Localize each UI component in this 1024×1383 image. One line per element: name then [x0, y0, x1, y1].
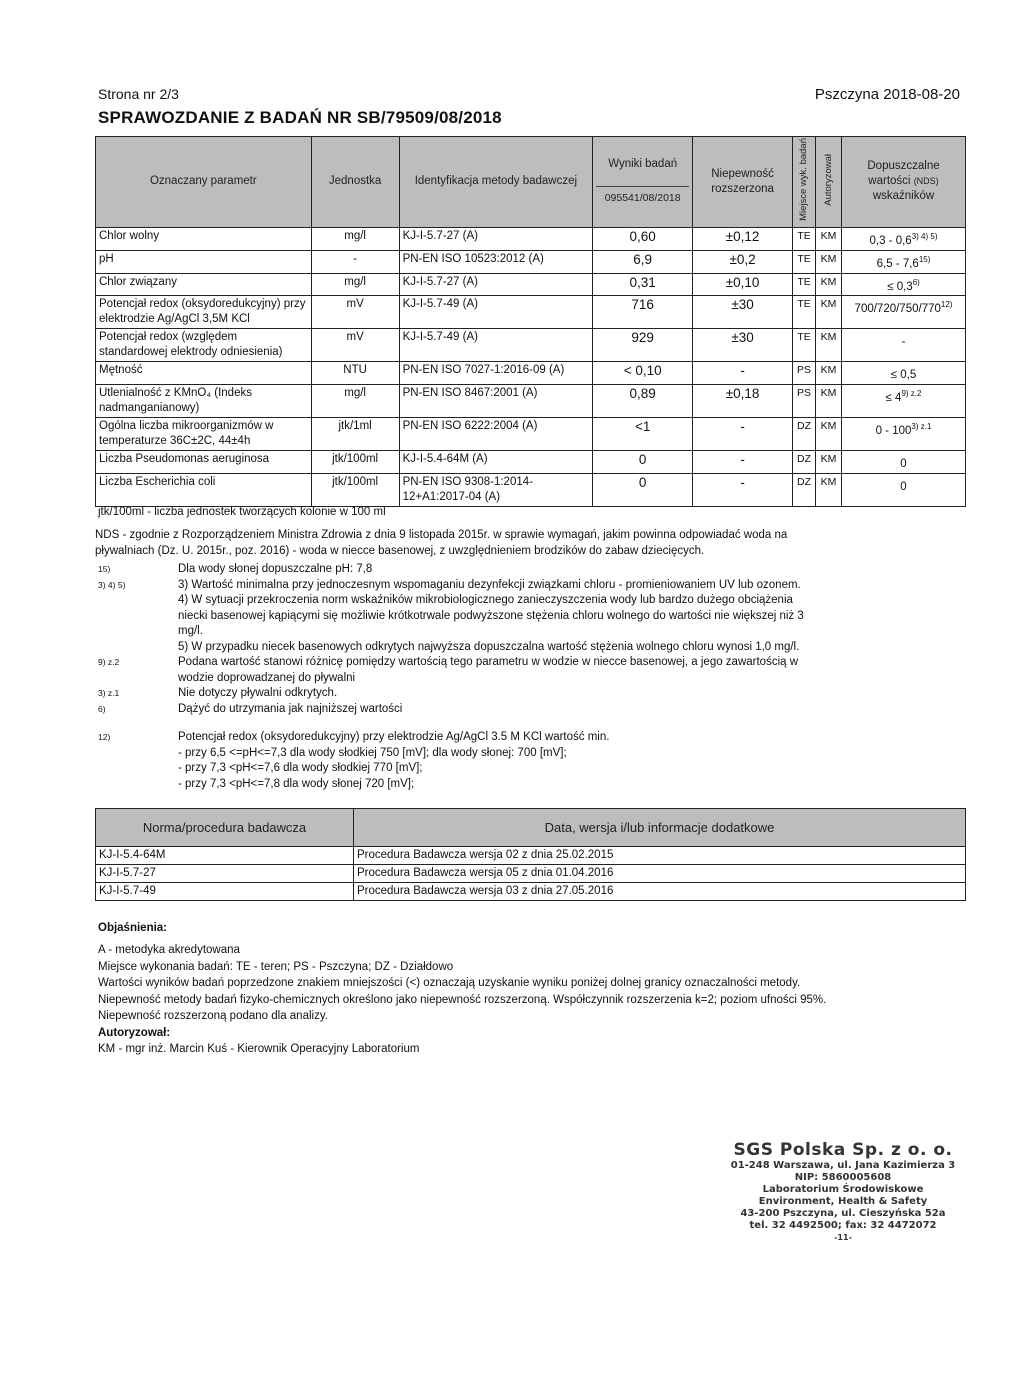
- header-uncert: Niepewność rozszerzona: [693, 137, 793, 228]
- header-sample-id: 095541/08/2018: [596, 186, 689, 206]
- cell-result: 0,89: [593, 385, 693, 418]
- authorized-by: KM - mgr inż. Marcin Kuś - Kierownik Operacyjny Laboratorium: [98, 1043, 420, 1055]
- norms-header-info: Data, wersja i/lub informacje dodatkowe: [354, 809, 966, 847]
- cell-place: DZ: [793, 451, 816, 474]
- note-key: 3) 4) 5): [98, 579, 126, 590]
- explanation-line: A - metodyka akredytowana: [98, 944, 240, 956]
- table-row: [96, 273, 966, 296]
- cell-method: KJ-I-5.7-27 (A): [399, 227, 593, 250]
- table-row: [96, 296, 966, 329]
- cell-method: KJ-I-5.7-49 (A): [399, 296, 593, 329]
- cell-allowed: [842, 451, 966, 474]
- cell-unit: -: [311, 250, 399, 273]
- cell-uncert: ±0,2: [693, 250, 793, 273]
- stamp-line: -11-: [834, 1233, 852, 1242]
- cell-method: PN-EN ISO 10523:2012 (A): [399, 250, 593, 273]
- cell-uncert: ±0,18: [693, 385, 793, 418]
- header-method: Identyfikacja metody badawczej: [399, 137, 593, 228]
- cell-result: 0,31: [593, 273, 693, 296]
- table-row: [96, 418, 966, 451]
- results-table: [95, 136, 966, 507]
- cell-uncert: -: [693, 418, 793, 451]
- cell-result: <1: [593, 418, 693, 451]
- note-key: 15): [98, 564, 111, 574]
- norm-code: KJ-I-5.7-27: [96, 865, 354, 883]
- allowed-footnote-ref: 12): [940, 300, 953, 310]
- allowed-value: 0 - 100: [875, 425, 912, 438]
- notes-list: [98, 562, 818, 717]
- cell-allowed: [842, 329, 966, 362]
- stamp-line: Environment, Health & Safety: [758, 1196, 928, 1207]
- norm-info: Procedura Badawcza wersja 03 z dnia 27.05.2016: [354, 883, 966, 901]
- note-text: Dążyć do utrzymania jak najniższej wartości: [178, 702, 403, 715]
- allowed-footnote-ref: 6): [912, 277, 920, 287]
- note-12: [98, 730, 818, 792]
- stamp-company: SGS Polska Sp. z o. o.: [733, 1140, 953, 1160]
- cell-place: TE: [793, 273, 816, 296]
- cell-unit: jtk/1ml: [311, 418, 399, 451]
- cell-allowed: [842, 273, 966, 296]
- norms-header-code: Norma/procedura badawcza: [96, 809, 354, 847]
- norm-info: Procedura Badawcza wersja 05 z dnia 01.04.2016: [354, 865, 966, 883]
- cell-method: KJ-I-5.7-49 (A): [399, 329, 593, 362]
- note-12-line: Potencjał redox (oksydoredukcyjny) przy elektrodzie Ag/AgCl 3.5 M KCl wartość min.: [178, 731, 610, 743]
- norms-row: [96, 865, 966, 883]
- allowed-value: 6,5 - 7,6: [876, 257, 919, 270]
- cell-param: Chlor związany: [96, 273, 312, 296]
- note-text: Dla wody słonej dopuszczalne pH: 7,8: [178, 563, 373, 575]
- cell-uncert: -: [693, 474, 793, 507]
- cell-author: KM: [816, 451, 842, 474]
- cell-uncert: -: [693, 362, 793, 385]
- table-row: [96, 250, 966, 273]
- note-12-line: - przy 7,3 <pH<=7,6 dla wody słodkiej 770 [mV];: [178, 762, 423, 774]
- header-results: [593, 137, 693, 228]
- note-item: [98, 578, 818, 594]
- cell-result: 0: [593, 451, 693, 474]
- explanation-line: Niepewność metody badań fizyko-chemicznych określono jako niepewność rozszerzoną. Współczynnik rozszerzenia k=2; poziom ufności 95%.: [98, 993, 827, 1006]
- cell-param: Ogólna liczba mikroorganizmów w temperaturze 36C±2C, 44±4h: [96, 418, 312, 451]
- cell-param: Mętność: [96, 362, 312, 385]
- allowed-value: ≤ 0,5: [890, 369, 917, 382]
- allowed-value: 700/720/750/770: [854, 303, 941, 316]
- nds-note: NDS - zgodnie z Rozporządzeniem Ministra Zdrowia z dnia 9 listopada 2015r. w sprawie wymagań, jakim powinna odpowiadać woda na pływalniach (Dz. U. 2015r., poz. 2016) - woda w niecce basenowej, z uwzględnieniem brodzików do zabaw dziecięcych.: [95, 529, 788, 557]
- cell-param: Liczba Escherichia coli: [96, 474, 312, 507]
- stamp-line: NIP: 5860005608: [794, 1172, 892, 1183]
- cell-param: Potencjał redox (względem standardowej elektrody odniesienia): [96, 329, 312, 362]
- cell-author: KM: [816, 362, 842, 385]
- norm-code: KJ-I-5.7-49: [96, 883, 354, 901]
- header-author: [816, 137, 842, 228]
- header-allowed-sub: (NDS): [913, 176, 939, 187]
- table-row: [96, 385, 966, 418]
- note-item: [98, 686, 818, 702]
- cell-unit: NTU: [311, 362, 399, 385]
- header-allowed-label: Dopuszczalne wartości: [867, 160, 940, 188]
- cell-param: Liczba Pseudomonas aeruginosa: [96, 451, 312, 474]
- cell-param: Potencjał redox (oksydoredukcyjny) przy elektrodzie Ag/AgCl 3,5M KCl: [96, 296, 312, 329]
- cell-unit: jtk/100ml: [311, 474, 399, 507]
- cell-method: PN-EN ISO 8467:2001 (A): [399, 385, 593, 418]
- cell-param: Chlor wolny: [96, 227, 312, 250]
- table-header-row: [96, 137, 966, 228]
- table-row: [96, 474, 966, 507]
- cell-place: PS: [793, 385, 816, 418]
- cell-unit: mg/l: [311, 227, 399, 250]
- cell-place: TE: [793, 296, 816, 329]
- note-key: [98, 593, 178, 640]
- report-title: SPRAWOZDANIE Z BADAŃ NR SB/79509/08/2018: [98, 108, 502, 127]
- cell-place: TE: [793, 250, 816, 273]
- table-row: [96, 329, 966, 362]
- explanation-line: Miejsce wykonania badań: TE - teren; PS - Pszczyna; DZ - Działdowo: [98, 960, 454, 973]
- place-date: Pszczyna 2018-08-20: [814, 86, 960, 103]
- allowed-value: ≤ 4: [885, 392, 902, 405]
- cell-result: < 0,10: [593, 362, 693, 385]
- page-number: Strona nr 2/3: [98, 86, 179, 102]
- explanation-line: Niepewność rozszerzoną podano dla analizy.: [98, 1010, 328, 1022]
- cell-allowed: [842, 418, 966, 451]
- cell-allowed: [842, 474, 966, 507]
- cell-uncert: ±0,12: [693, 227, 793, 250]
- cell-author: KM: [816, 296, 842, 329]
- cell-method: KJ-I-5.4-64M (A): [399, 451, 593, 474]
- note-12-line: - przy 6,5 <=pH<=7,3 dla wody słodkiej 750 [mV]; dla wody słonej: 700 [mV];: [178, 746, 567, 759]
- cell-author: KM: [816, 474, 842, 507]
- allowed-value: -: [901, 336, 906, 349]
- note-item: [98, 702, 818, 718]
- note-item: [98, 593, 818, 640]
- cell-allowed: [842, 250, 966, 273]
- cell-allowed: [842, 296, 966, 329]
- norms-table: [95, 808, 966, 901]
- note-text: Podana wartość stanowi różnicę pomiędzy wartością tego parametru w wodzie w niecce basenowej, a jego zawartością w wodzie doprowadzanej do pływalni: [178, 656, 799, 684]
- note-text: 5) W przypadku niecek basenowych odkrytych najwyższa dopuszczalna wartość stężenia wolnego chloru wynosi 1,0 mg/l.: [178, 640, 800, 653]
- note-item: [98, 655, 818, 686]
- table-footnote: jtk/100ml - liczba jednostek tworzących kolonie w 100 ml: [98, 506, 386, 518]
- cell-method: KJ-I-5.7-27 (A): [399, 273, 593, 296]
- cell-param: pH: [96, 250, 312, 273]
- allowed-footnote-ref: 3) z.1: [911, 422, 932, 432]
- allowed-footnote-ref: 9) z.2: [901, 389, 922, 399]
- norms-header-row: [96, 809, 966, 847]
- cell-allowed: [842, 385, 966, 418]
- note-key: 3) z.1: [98, 688, 120, 698]
- cell-uncert: ±30: [693, 296, 793, 329]
- explanation-line: Wartości wyników badań poprzedzone znakiem mniejszości (<) oznaczają uzyskanie wyniku poniżej dolnej granicy oznaczalności metody.: [98, 977, 801, 989]
- allowed-value: 0: [900, 480, 907, 493]
- cell-uncert: ±30: [693, 329, 793, 362]
- note-12-line: - przy 7,3 <pH<=7,8 dla wody słonej 720 [mV];: [178, 777, 415, 790]
- norm-code: KJ-I-5.4-64M: [96, 847, 354, 865]
- norms-row: [96, 883, 966, 901]
- explanations-title: Objaśnienia:: [98, 922, 168, 934]
- explanations-list: [98, 942, 826, 1058]
- note-key: 9) z.2: [98, 657, 120, 667]
- header-results-label: Wyniki badań: [608, 158, 678, 171]
- cell-author: KM: [816, 329, 842, 362]
- stamp-line: 01-248 Warszawa, ul. Jana Kazimierza 3: [730, 1160, 956, 1171]
- header-place-label: Miejsce wyk. badań: [798, 138, 810, 221]
- allowed-value: 0,3 - 0,6: [869, 234, 912, 247]
- table-row: [96, 451, 966, 474]
- cell-place: TE: [793, 329, 816, 362]
- note-key: [98, 640, 178, 656]
- cell-uncert: ±0,10: [693, 273, 793, 296]
- table-row: [96, 227, 966, 250]
- cell-method: PN-EN ISO 7027-1:2016-09 (A): [399, 362, 593, 385]
- stamp-line: tel. 32 4492500; fax: 32 4472072: [749, 1220, 937, 1231]
- stamp-line: 43-200 Pszczyna, ul. Cieszyńska 52a: [740, 1208, 946, 1219]
- cell-allowed: [842, 227, 966, 250]
- cell-unit: mg/l: [311, 385, 399, 418]
- note-key: 6): [98, 703, 106, 714]
- allowed-footnote-ref: 15): [918, 254, 931, 264]
- norm-info: Procedura Badawcza wersja 02 z dnia 25.02.2015: [354, 847, 966, 865]
- company-stamp: [728, 1140, 958, 1244]
- note-item: [98, 640, 818, 656]
- cell-author: KM: [816, 273, 842, 296]
- stamp-line: Laboratorium Środowiskowe: [762, 1184, 924, 1195]
- note-text: 3) Wartość minimalna przy jednoczesnym wspomaganiu dezynfekcji związkami chloru - promieniowaniem UV lub ozonem.: [178, 578, 801, 591]
- header-author-label: Autoryzował: [822, 153, 834, 206]
- cell-result: 6,9: [593, 250, 693, 273]
- cell-unit: mV: [311, 296, 399, 329]
- cell-allowed: [842, 362, 966, 385]
- cell-method: PN-EN ISO 6222:2004 (A): [399, 418, 593, 451]
- cell-param: Utlenialność z KMnO₄ (Indeks nadmanganianowy): [96, 385, 312, 418]
- table-row: [96, 362, 966, 385]
- header-place: [793, 137, 816, 228]
- norms-row: [96, 847, 966, 865]
- note-12-body: [178, 730, 609, 792]
- authorized-title: Autoryzował:: [98, 1026, 171, 1039]
- note-item: [98, 562, 818, 578]
- cell-author: KM: [816, 250, 842, 273]
- cell-result: 0: [593, 474, 693, 507]
- note-text: Nie dotyczy pływalni odkrytych.: [178, 687, 338, 699]
- note-12-key: 12): [98, 732, 111, 742]
- allowed-value: 0: [900, 458, 907, 471]
- header-allowed-tail: wskaźników: [872, 190, 935, 203]
- cell-unit: jtk/100ml: [311, 451, 399, 474]
- cell-uncert: -: [693, 451, 793, 474]
- cell-author: KM: [816, 227, 842, 250]
- cell-result: 716: [593, 296, 693, 329]
- cell-author: KM: [816, 418, 842, 451]
- allowed-value: ≤ 0,3: [887, 280, 913, 293]
- cell-result: 0,60: [593, 227, 693, 250]
- header-unit: Jednostka: [311, 137, 399, 228]
- cell-place: DZ: [793, 418, 816, 451]
- allowed-footnote-ref: 3) 4) 5): [911, 231, 938, 241]
- cell-author: KM: [816, 385, 842, 418]
- cell-unit: mg/l: [311, 273, 399, 296]
- cell-result: 929: [593, 329, 693, 362]
- cell-unit: mV: [311, 329, 399, 362]
- note-text: 4) W sytuacji przekroczenia norm wskaźników mikrobiologicznego zanieczyszczenia wody lub bardzo dużego obciążenia niecki basenowej kąpiącymi się możliwie krótkotrwale podwyższone stężenia chloru wolnego do wartości nie większej niż 3 mg/l.: [178, 594, 804, 637]
- cell-place: DZ: [793, 474, 816, 507]
- header-allowed: [842, 137, 966, 228]
- cell-place: TE: [793, 227, 816, 250]
- header-param: Oznaczany parametr: [96, 137, 312, 228]
- cell-place: PS: [793, 362, 816, 385]
- cell-method: PN-EN ISO 9308-1:2014-12+A1:2017-04 (A): [399, 474, 593, 507]
